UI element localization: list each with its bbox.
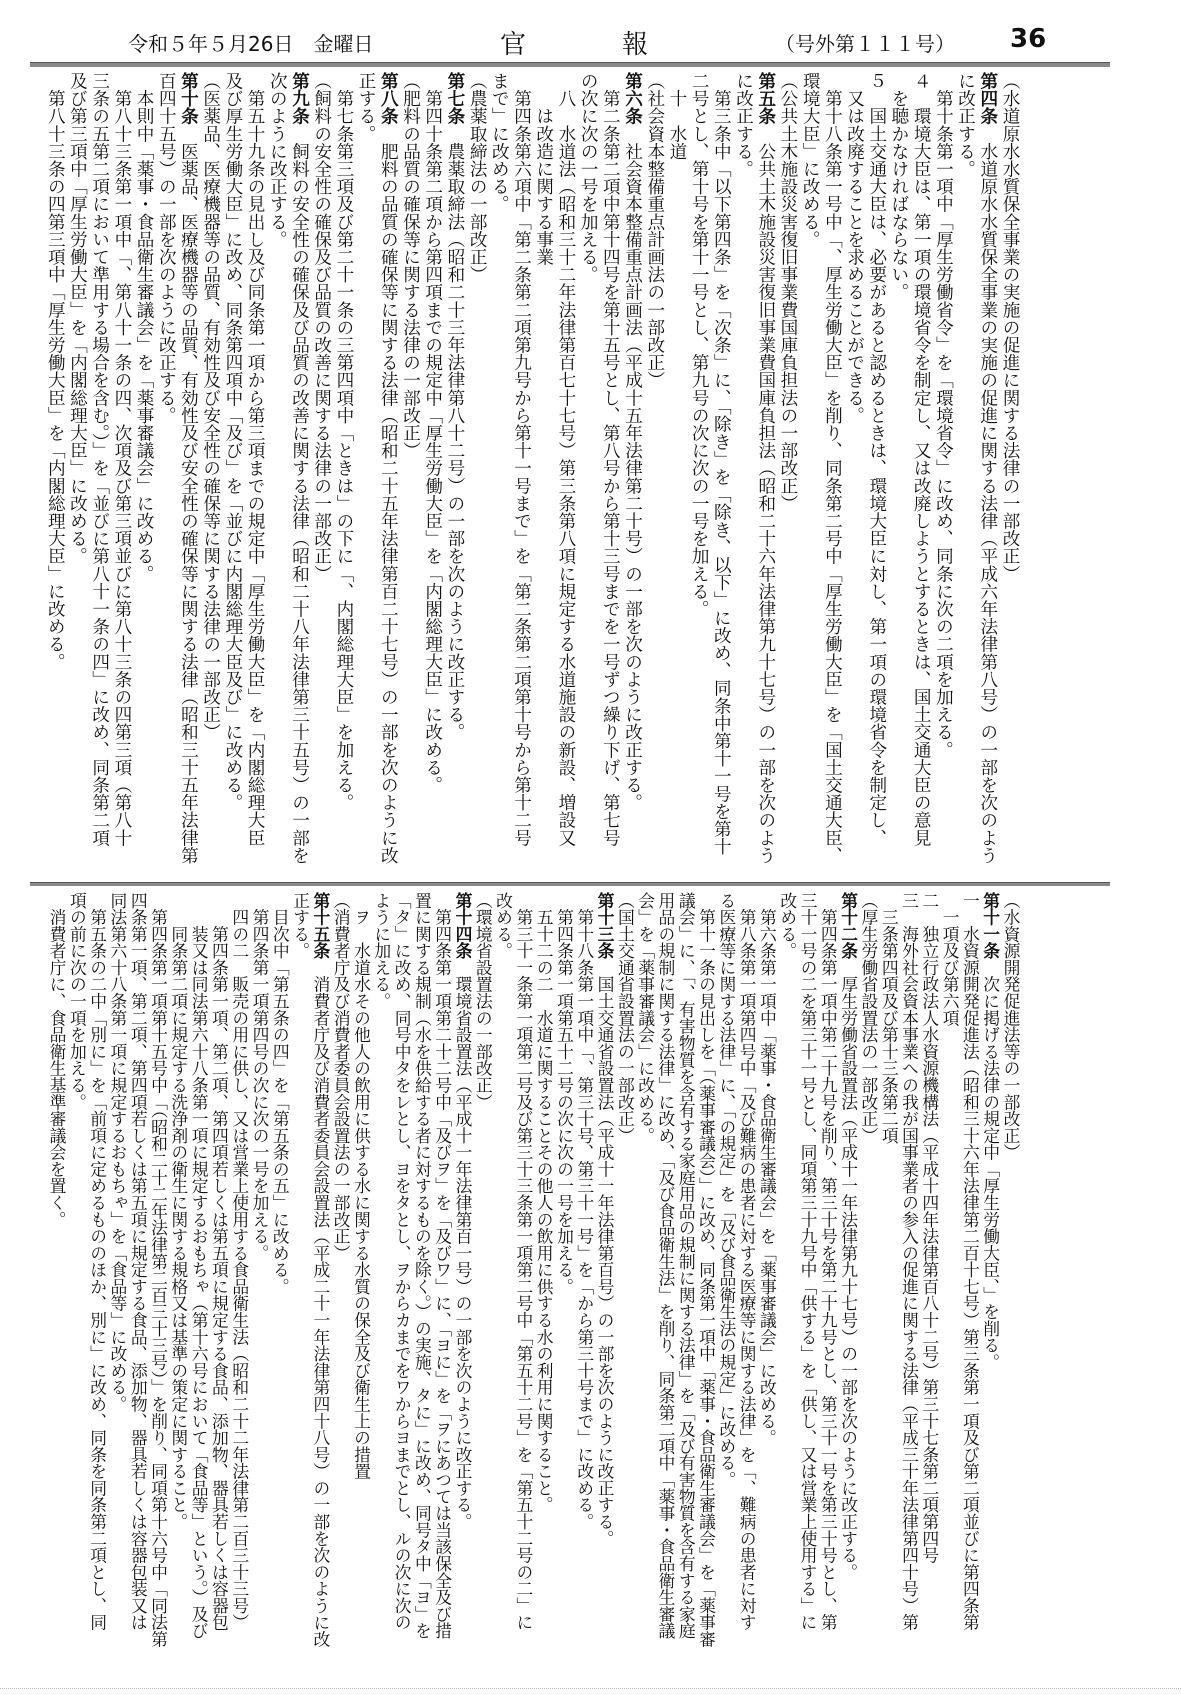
text-line <box>757 892 777 1687</box>
text-line <box>209 892 229 1687</box>
line-text: （社会資本整備重点計画法の一部改正） <box>644 72 665 389</box>
line-text: に改正する。 <box>733 72 754 178</box>
text-line <box>533 72 555 880</box>
line-text: 用品の規制に関する法律」に改め、「及び食品衛生法」を削り、同条第二項中「薬事・食品衛生審議 <box>655 892 676 1640</box>
line-text: 装又は同法第六十八条第一項に規定するおもちゃ（第十六号において「食品等」という。）及び <box>189 892 210 1640</box>
line-text: （飼料の安全性の確保及び品質の改善に関する法律の一部改正） <box>311 72 332 583</box>
line-text: 四条第一項、第二項、第四項若しくは第五項に規定する食品、添加物、器具若しくは容器包装又は <box>128 892 149 1631</box>
text-line <box>229 892 249 1687</box>
line-text: 三条の五第二項において準用する場合を含む。）」を「並びに第八十一条の四」に改め、同条第二項 <box>89 72 110 847</box>
text-line <box>866 72 888 880</box>
line-text: 第四条第一項中第二十九号を削り、第三十号を第二十九号とし、第三十一号を第三十号とし、第 <box>818 892 839 1631</box>
line-text: を聴かなければならない。 <box>888 72 909 301</box>
line-text: 三十一号の二を第三十一号とし、同項第三十九号中「供する」を「供し、又は営業上使用する」に <box>798 892 819 1631</box>
line-text: 水道原水水質保全事業の実施の促進に関する法律（平成六年法律第八号）の一部を次のよう <box>977 124 998 865</box>
article-label: 第九条 <box>289 72 310 125</box>
line-text: 第十一条の見出しを「（薬事審議会）」に改め、同条第一項中「薬事・食品衛生審議会」を「薬事審 <box>696 892 717 1648</box>
text-line <box>392 892 412 1687</box>
line-text: 社会資本整備重点計画法（平成十五年法律第二十号）の一部を次のように改正する。 <box>622 124 643 812</box>
line-text: 四の二 販売の用に供し、又は営業上使用する食品衛生法（昭和二十二年法律第二百三十三号） <box>229 892 250 1631</box>
text-line <box>111 72 133 880</box>
gazette-title-kan: 官 <box>500 30 527 60</box>
line-text: 第十八条第一項中「、第三十号、第三十一号」を「から第三十号まで」に改める。 <box>574 892 595 1531</box>
text-line <box>493 892 513 1687</box>
text-line <box>676 892 696 1687</box>
text-line <box>108 892 128 1687</box>
text-line <box>732 72 754 880</box>
text-line <box>351 892 371 1687</box>
line-text: 第八十三条第一項中「、第八十一条の四、次項及び第三項並びに第八十三条の四第三項（第八十 <box>111 72 132 847</box>
text-line <box>999 72 1021 880</box>
line-text: 会」を「薬事審議会」に改める。 <box>635 892 656 1144</box>
text-line <box>595 892 615 1687</box>
text-line <box>696 892 716 1687</box>
text-line <box>615 892 635 1687</box>
line-text: 消費者庁及び消費者委員会設置法（平成二十一年法律第四十八号）の一部を次のように改 <box>310 959 331 1648</box>
line-text: 改める。 <box>493 892 514 960</box>
text-line <box>577 72 599 880</box>
line-text: 第四条第一項第十五号中「（昭和二十二年法律第二百三十三号）」を削り、同項第十六号中「同法第 <box>148 892 169 1648</box>
text-line <box>821 72 843 880</box>
line-text: 一項及び第六項 <box>940 892 961 1027</box>
article-label: 第十条 <box>178 72 199 125</box>
article-label: 第十四条 <box>452 892 473 960</box>
line-text: 八 水道法（昭和三十二年法律第百七十七号）第三条第八項に規定する水道施設の新設、増設又 <box>555 72 576 847</box>
line-text: は改造に関する事業 <box>533 72 554 266</box>
line-text: 第六条第一項中「薬事・食品衛生審議会」を「薬事審議会」に改める。 <box>757 892 778 1447</box>
text-line <box>355 72 377 880</box>
line-text: ヲ 水道水その他人の飲用に供する水に関する水質の保全及び衛生上の措置 <box>351 892 372 1480</box>
text-line <box>635 892 655 1687</box>
text-line <box>843 72 865 880</box>
text-line <box>47 892 67 1687</box>
text-line <box>554 892 574 1687</box>
text-line <box>932 72 954 880</box>
article-label: 第六条 <box>622 72 643 125</box>
text-line <box>879 892 899 1687</box>
text-line <box>222 72 244 880</box>
text-line <box>644 72 666 880</box>
line-text: 環境省設置法（平成十一年法律第百一号）の一部を次のように改正する。 <box>452 959 473 1531</box>
line-text: 本則中「薬事・食品衛生審議会」を「薬事審議会」に改める。 <box>134 72 155 583</box>
line-text: 十 水道 <box>666 72 687 160</box>
text-line <box>666 72 688 880</box>
line-text: 改める。 <box>777 892 798 960</box>
text-line <box>453 892 473 1687</box>
line-text: （環境省設置法の一部改正） <box>473 892 494 1111</box>
gazette-header <box>30 22 1110 62</box>
line-text: 第四条第六項中「第二条第二項第九号から第十一号まで」を「第二条第二項第十号から第十二号 <box>511 72 532 847</box>
line-text: 国土交通省設置法（平成十一年法律第百号）の一部を次のように改正する。 <box>595 959 616 1547</box>
text-line <box>599 72 621 880</box>
line-text: 目次中「第五条の四」を「第五条の五」に改める。 <box>270 892 291 1295</box>
line-text: 次のように改正する。 <box>267 72 288 248</box>
line-text: （医薬品、医療機器等の品質、有効性及び安全性の確保等に関する法律の一部改正） <box>200 72 221 741</box>
line-text: （消費者庁及び消費者委員会設置法の一部改正） <box>331 892 352 1262</box>
text-line <box>290 892 310 1687</box>
line-text: 公共土木施設災害復旧事業費国庫負担法（昭和二十六年法律第九十七号）の一部を次のよう <box>755 124 776 865</box>
text-line <box>777 892 797 1687</box>
line-text: 同法第六十八条第一項に規定するおもちゃ」を「食品等」に改める。 <box>107 892 128 1413</box>
article-label: 第五条 <box>755 72 776 125</box>
line-text: 第四十条第二項から第四項までの規定中「厚生労働大臣」を「内閣総理大臣」に改める。 <box>422 72 443 794</box>
text-line <box>688 72 710 880</box>
text-line <box>270 892 290 1687</box>
line-text: 二号とし、第十号を第十一号とし、第九号の次に次の一号を加える。 <box>689 72 710 618</box>
line-text: 第三条中「以下第四条」を「次条」に、「除き」を「除き、以下」に改め、同条中第十一号を第十 <box>711 72 732 856</box>
text-line <box>422 72 444 880</box>
text-line <box>510 72 532 880</box>
line-text: 肥料の品質の確保等に関する法律（昭和二十五年法律第百二十七号）の一部を次のように改 <box>378 124 399 865</box>
text-line <box>910 72 932 880</box>
text-line <box>940 892 960 1687</box>
line-text: 第四条第一項第五十二号の次に次の一号を加える。 <box>554 892 575 1295</box>
text-line <box>311 72 333 880</box>
text-line <box>514 892 534 1687</box>
line-text: 厚生労働省設置法（平成十一年法律第九十七号）の一部を次のように改正する。 <box>838 959 859 1581</box>
line-text: 第八条第一項第四号中「及び難病の患者に対する医療等に関する法律」を「、難病の患者に対す <box>737 892 758 1631</box>
text-line <box>818 892 838 1687</box>
line-text: 医薬品、医療機器等の品質、有効性及び安全性の確保等に関する法律（昭和三十五年法律第 <box>178 124 199 865</box>
text-line <box>288 72 310 880</box>
line-text: 百四十五号）の一部を次のように改正する。 <box>156 72 177 424</box>
line-text: 第八十三条の四第三項中「厚生労働大臣」を「内閣総理大臣」に改める。 <box>45 72 66 671</box>
line-text: 正する。 <box>356 72 377 143</box>
text-line <box>87 892 107 1687</box>
line-text: る医療等に関する法律」に、「の規定」を「及び食品衛生法の規定」に改める。 <box>716 892 737 1489</box>
text-line <box>266 72 288 880</box>
article-label: 第七条 <box>444 72 465 125</box>
text-line <box>954 72 976 880</box>
line-text: 第七条第三項及び第二十一条の三第四項中「ときは」の下に「、内閣総理大臣」を加える。 <box>333 72 354 812</box>
line-text: 飼料の安全性の確保及び品質の改善に関する法律（昭和二十八年法律第三十五号）の一部を <box>289 124 310 865</box>
text-line <box>44 72 66 880</box>
text-line <box>534 892 554 1687</box>
line-text: まで」に改める。 <box>489 72 510 213</box>
line-text: 第二条第二項中第十四号を第十五号とし、第八号から第十三号までを一号ずつ繰り下げ、第七号 <box>600 72 621 847</box>
text-line <box>473 892 493 1687</box>
article-label: 第十二条 <box>838 892 859 960</box>
text-line <box>777 72 799 880</box>
line-text: 五十二の二 水道に関することその他人の飲用に供する水の利用に関すること。 <box>534 892 555 1514</box>
text-line <box>574 892 594 1687</box>
line-text: 環境大臣」に改める。 <box>800 72 821 248</box>
text-line <box>656 892 676 1687</box>
line-text: の次に次の一号を加える。 <box>578 72 599 284</box>
line-text: （水資源開発促進法等の一部改正） <box>1001 892 1021 1161</box>
text-line <box>169 892 189 1687</box>
text-line <box>88 72 110 880</box>
line-text: 「タ」に改め、同号中タをレとし、ヨをタとし、ヲからカまでをワからヨまでとし、ルの次に次の <box>392 892 413 1631</box>
article-label: 第四条 <box>977 72 998 125</box>
text-line <box>555 72 577 880</box>
line-text: 三条第四項及び第十三条第二項 <box>879 892 900 1144</box>
issue-number: （号外第１１１号） <box>775 32 955 56</box>
text-line <box>128 892 148 1687</box>
text-line <box>372 892 392 1687</box>
line-text: 第十八条第一号中「、厚生労働大臣」を削り、同条第二号中「厚生労働大臣」を「国土交通大臣、 <box>822 72 843 864</box>
line-text: （水道原水水質保全事業の実施の促進に関する法律の一部改正） <box>1000 72 1020 583</box>
line-text: 項の前に次の一項を加える。 <box>67 892 88 1111</box>
line-text: 又は改廃することを求めることができる。 <box>844 72 865 424</box>
line-text: （肥料の品質の確保等に関する法律の一部改正） <box>400 72 421 460</box>
line-text: 正する。 <box>290 892 311 960</box>
text-line <box>799 72 821 880</box>
text-line <box>466 72 488 880</box>
article-label: 第十三条 <box>595 892 616 960</box>
line-text: 及び第三項中「厚生労働大臣」を「内閣総理大臣」に改める。 <box>67 72 88 565</box>
text-line <box>977 72 999 880</box>
line-text: 第三十一条第一項第二号及び第三十三条第一項第二号中「第五十二号」を「第五十二号の二」に <box>513 892 534 1631</box>
text-line <box>377 72 399 880</box>
line-text: 一 水資源開発促進法（昭和三十六年法律第二百十七号）第三条第一項及び第二項並びに第四条第 <box>960 892 981 1631</box>
page-margin <box>0 1689 1181 1695</box>
line-text: 議会」に、「、有害物質を含有する家庭用品の規制に関する法律」を「及び有害物質を含有する家庭 <box>676 892 697 1640</box>
text-line <box>199 72 221 880</box>
line-text: （厚生労働省設置法の一部改正） <box>858 892 879 1144</box>
line-text: 次に掲げる法律の規定中「厚生労働大臣、」を削る。 <box>980 959 1001 1371</box>
line-text: 三 海外社会資本事業への我が国事業者の参入の促進に関する法律（平成三十年法律第四十号）第 <box>899 892 920 1631</box>
text-line <box>755 72 777 880</box>
text-line <box>960 892 980 1687</box>
page-number: 36 <box>1010 24 1047 54</box>
line-text: ４ 環境大臣は、第一項の環境省令を制定し、又は改廃しようとするときは、国土交通大臣の意見 <box>911 72 932 847</box>
text-line <box>148 892 168 1687</box>
lower-text-block <box>41 892 1021 1687</box>
text-line <box>717 892 737 1687</box>
text-line <box>1001 892 1021 1687</box>
text-line <box>250 892 270 1687</box>
text-line <box>311 892 331 1687</box>
line-text: （国土交通省設置法の一部改正） <box>615 892 636 1144</box>
text-line <box>432 892 452 1687</box>
line-text: （農薬取締法の一部改正） <box>467 72 488 284</box>
text-line <box>244 72 266 880</box>
text-line <box>838 892 858 1687</box>
text-line <box>888 72 910 880</box>
text-line <box>621 72 643 880</box>
line-text: 第四条第一項、第二項、第四項若しくは第五項に規定する食品、添加物、器具若しくは容器包 <box>209 892 230 1631</box>
text-line <box>412 892 432 1687</box>
text-line <box>798 892 818 1687</box>
line-text: 第五十九条の見出し及び同条第一項から第三項までの規定中「厚生労働大臣」を「内閣総理大臣 <box>245 72 266 847</box>
upper-text-block <box>41 72 1021 880</box>
text-line <box>177 72 199 880</box>
line-text: 消費者庁に、食品衛生基準審議会を置く。 <box>47 892 68 1228</box>
line-text: 農薬取締法（昭和二十三年法律第八十二号）の一部を次のように改正する。 <box>444 124 465 741</box>
section-divider <box>30 882 1110 886</box>
text-line <box>133 72 155 880</box>
article-label: 第八条 <box>378 72 399 125</box>
article-label: 第十五条 <box>310 892 331 960</box>
text-line <box>980 892 1000 1687</box>
line-text: 第四条第一項第四号の次に次の一号を加える。 <box>250 892 271 1262</box>
line-text: 及び厚生労働大臣」に改め、同条第四項中「及び」を「並びに内閣総理大臣及び」に改める。 <box>222 72 243 812</box>
line-text: 第四条第一項第二十二号中「及びヲ」を「及びワ」に、「ヨに」を「ヲにあつては当該保全及び措 <box>432 892 453 1640</box>
text-line <box>399 72 421 880</box>
text-line <box>333 72 355 880</box>
gazette-title-po: 報 <box>622 30 649 60</box>
text-line <box>899 892 919 1687</box>
line-text: に改正する。 <box>955 72 976 178</box>
line-text: 第十条第一項中「厚生労働省令」を「環境省令」に改め、同条に次の二項を加える。 <box>933 72 954 759</box>
text-line <box>488 72 510 880</box>
line-text: ように加える。 <box>371 892 392 1010</box>
text-line <box>920 892 940 1687</box>
line-text: 第五条の二中「別に」を「前項に定めるもののほか、別に」に改め、同条を同条第二項とし、同 <box>87 892 108 1631</box>
text-line <box>66 72 88 880</box>
issue-date: 令和５年５月26日 金曜日 <box>128 32 374 56</box>
text-line <box>737 892 757 1687</box>
text-line <box>331 892 351 1687</box>
article-label: 第十一条 <box>980 892 1001 960</box>
text-line <box>444 72 466 880</box>
line-text: （公共土木施設災害復旧事業費国庫負担法の一部改正） <box>777 72 798 512</box>
line-text: 置に関する規制（水を供給する者に対するものを除く。）の実施、タに」に改め、同号タ中「ヨ」を <box>412 892 433 1640</box>
text-line <box>859 892 879 1687</box>
text-line <box>155 72 177 880</box>
line-text: ５ 国土交通大臣は、必要があると認めるときは、環境大臣に対し、第一項の環境省令を制定し、 <box>866 72 887 847</box>
line-text: 同条第二項に規定する洗浄剤の衛生に関する規格又は基準の策定に関すること。 <box>168 892 189 1531</box>
text-line <box>710 72 732 880</box>
text-line <box>189 892 209 1687</box>
line-text: 二 独立行政法人水資源機構法（平成十四年法律第百八十二号）第三十七条第二項第四号 <box>919 892 940 1564</box>
text-line <box>67 892 87 1687</box>
header-divider <box>30 62 1110 67</box>
